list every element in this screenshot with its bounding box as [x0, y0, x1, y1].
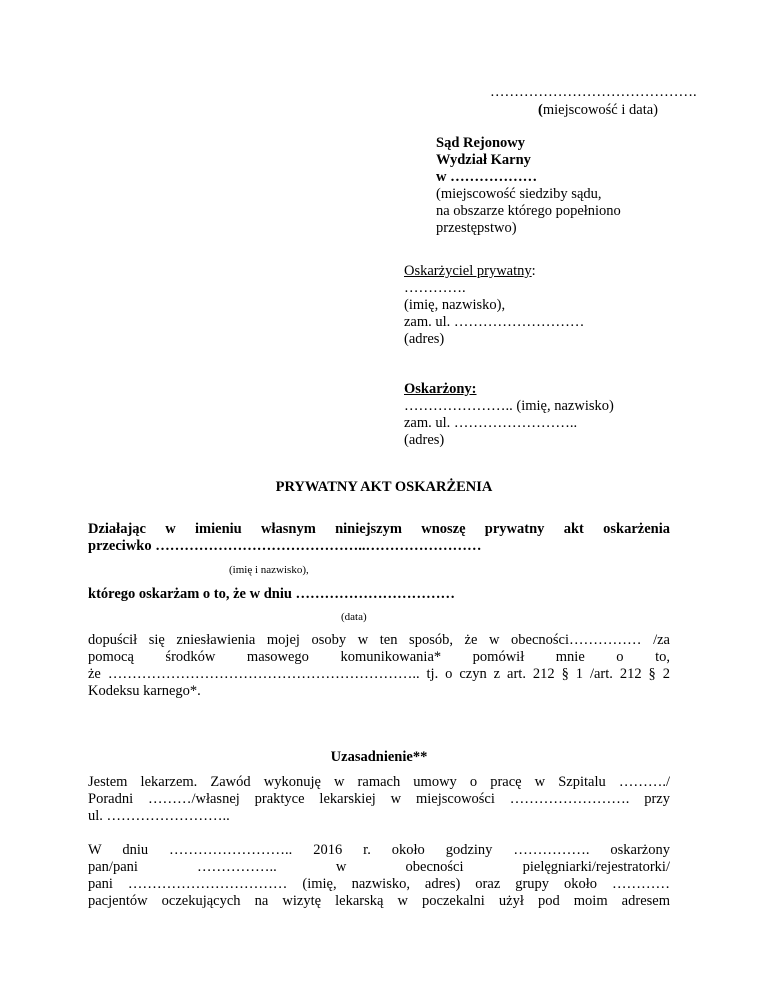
p1-line2: przeciwko ……………………………………..…………………… [88, 538, 482, 554]
date-label [538, 102, 658, 119]
prosecutor-heading-colon: : [531, 263, 536, 279]
court-note-2: na obszarze którego popełniono [436, 203, 621, 219]
just-p2-line2: pan/pani …………….. w obecności pielęgniarki/rejestratorki/ [88, 859, 670, 875]
prosecutor-street: zam. ul. ……………………… [404, 314, 585, 330]
accused-heading: Oskarżony: [404, 381, 477, 397]
just-p1-line1: Jestem lekarzem. Zawód wykonuję w ramach umowy o pracę w Szpitalu ………./ [88, 774, 670, 790]
court-name: Sąd Rejonowy [436, 135, 526, 151]
p3-line4: Kodeksu karnego*. [88, 683, 201, 699]
p1-label: (imię i nazwisko), [229, 564, 309, 576]
p3-line2: pomocą środków masowego komunikowania* pomówił mnie o to, [88, 649, 670, 665]
just-p2-line1: W dniu …………………….. 2016 r. około godziny ……………. oskarżony [88, 842, 670, 858]
just-p2-line4: pacjentów oczekujących na wizytę lekarską w poczekalni użył pod moim adresem [88, 893, 670, 909]
p1-line1: Działając w imieniu własnym niniejszym wnoszę prywatny akt oskarżenia [88, 521, 670, 537]
justification-heading: Uzasadnienie** [330, 749, 428, 765]
prosecutor-dots: …………. [404, 280, 466, 296]
prosecutor-heading-text: Oskarżyciel prywatny [404, 263, 532, 279]
accused-address-label: (adres) [404, 432, 445, 448]
court-division: Wydział Karny [436, 152, 531, 168]
just-p1-line3: ul. …………………….. [88, 808, 230, 824]
just-p1-line2: Poradni ………/własnej praktyce lekarskiej w miejscowości ……………………. przy [88, 791, 670, 807]
court-location: w ……………… [436, 169, 538, 185]
prosecutor-heading [404, 263, 536, 280]
court-note-1: (miejscowość siedziby sądu, [436, 186, 602, 202]
p2-line: którego oskarżam o to, że w dniu …………………………… [88, 586, 456, 602]
date-label-text: miejscowość i data) [542, 102, 659, 118]
prosecutor-name-label: (imię, nazwisko), [404, 297, 506, 313]
p3-line1: dopuścił się zniesławienia mojej osoby w ten sposób, że w obecności…………… /za [88, 632, 670, 648]
date-dots: ……………………………………. [490, 84, 697, 100]
date-label-paren: ( [538, 102, 543, 118]
accused-street: zam. ul. …………………….. [404, 415, 578, 431]
accused-name: ………………….. (imię, nazwisko) [404, 398, 614, 414]
page-title: PRYWATNY AKT OSKARŻENIA [275, 479, 493, 495]
p2-label: (data) [341, 611, 367, 623]
just-p2-line3: pani …………………………… (imię, nazwisko, adres) oraz grupy około ………… [88, 876, 670, 892]
prosecutor-address-label: (adres) [404, 331, 445, 347]
court-note-3: przestępstwo) [436, 220, 517, 236]
p3-line3: że ……………………………………………………….. tj. o czyn z art. 212 § 1 /art. 212 § 2 [88, 666, 670, 682]
